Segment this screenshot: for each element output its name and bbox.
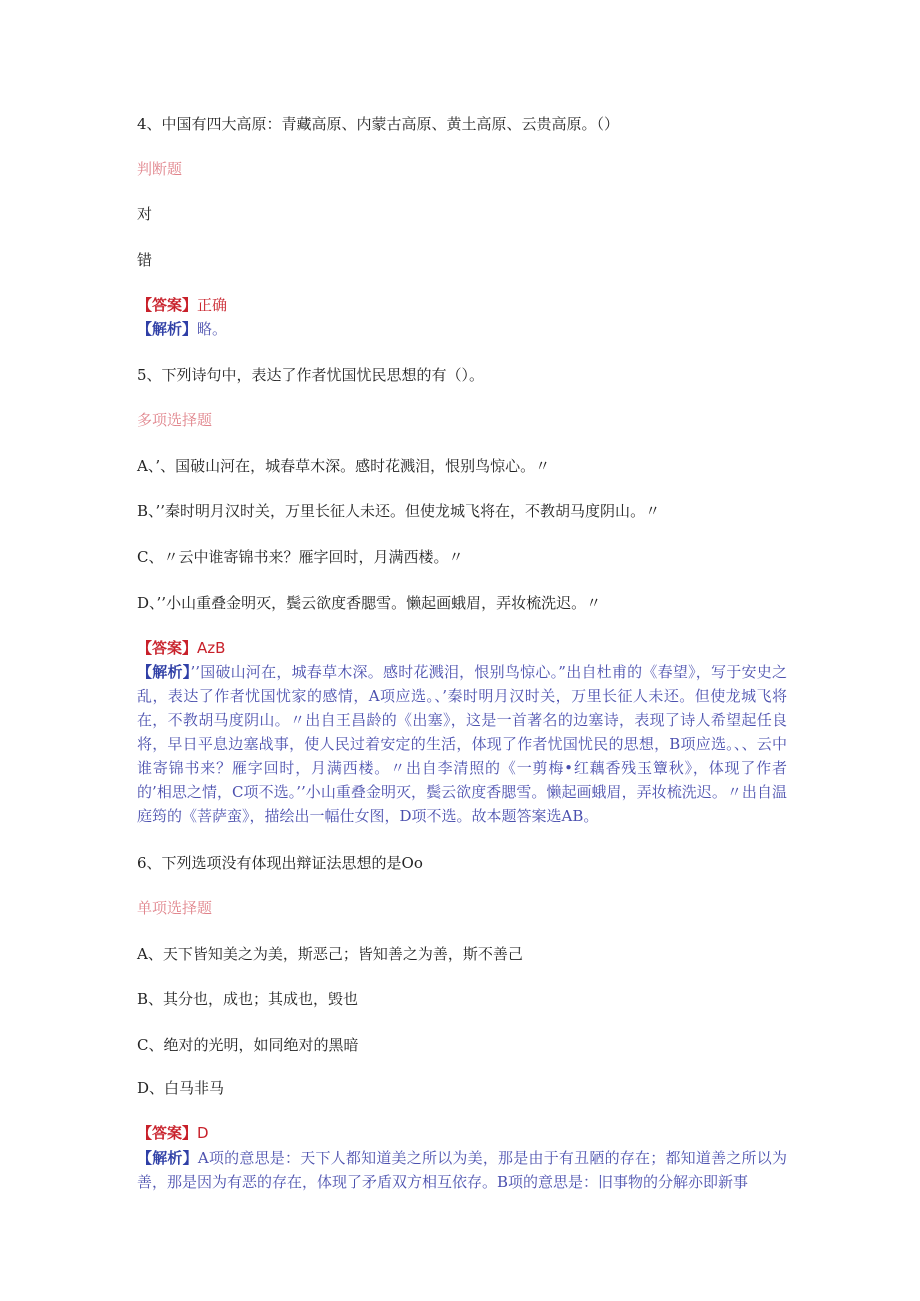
question-6-option-c: C、绝对的光明，如同绝对的黑暗 — [137, 1036, 359, 1054]
question-4-answer — [137, 294, 227, 316]
question-6-stem: 6、下列选项没有体现出辩证法思想的是Oo — [137, 854, 423, 872]
question-5-option-d: D、’’小山重叠金明灭，鬓云欲度香腮雪。懒起画蛾眉，弄妆梳洗迟。〃 — [137, 594, 602, 612]
explanation-text: ’’国破山河在，城春草木深。感时花溅泪，恨别鸟惊心。”出自杜甫的《春望》，写于安史之乱，表达了作者忧国忧家的感情，A项应选。、’秦时明月汉时关，万里长征人未还。但使龙城飞将在，不教胡马度阴山。〃出自王昌龄的《出塞》，这是一首著名的边塞诗，表现了诗人希望起任良将，早日平息边塞战事，使人民过着安定的生活，体现了作者忧国忧民的思想，B项应选。、、云中谁寄锦书来？雁字回时，月满西楼。〃出自李清照的《一剪梅•红藕香残玉簟秋》，体现了作者的’相思之情，C项不选。’’小山重叠金明灭，鬓云欲度香腮雪。懒起画蛾眉，弄妆梳洗迟。〃出自温庭筠的《菩萨蛮》，描绘出一幅仕女图，D项不选。故本题答案选AB。 — [137, 663, 787, 825]
question-4-option-true: 对 — [137, 205, 153, 223]
question-4-option-false: 错 — [137, 251, 153, 269]
answer-label: 【答案】 — [137, 1124, 198, 1142]
question-5-type: 多项选择题 — [137, 411, 213, 429]
question-5-option-a: A、’、国破山河在，城春草木深。感时花溅泪，恨别鸟惊心。〃 — [137, 457, 551, 475]
explanation-label: 【解析】 — [137, 320, 198, 338]
answer-value: AzB — [197, 639, 226, 657]
question-6-type: 单项选择题 — [137, 899, 213, 917]
explanation-text: 略。 — [197, 320, 228, 338]
explanation-label: 【解析】 — [137, 663, 191, 681]
question-6-option-d: D、白马非马 — [137, 1079, 225, 1097]
question-5-explanation — [137, 660, 787, 828]
question-6-answer — [137, 1122, 209, 1144]
question-5-answer — [137, 637, 225, 659]
answer-label: 【答案】 — [137, 296, 198, 314]
answer-value: 正确 — [197, 296, 228, 314]
question-4-explanation — [137, 318, 227, 340]
question-5-stem: 5、下列诗句中，表达了作者忧国忧民思想的有（）。 — [137, 366, 485, 384]
question-4-stem: 4、中国有四大高原：青藏高原、内蒙古高原、黄土高原、云贵高原。（） — [137, 115, 620, 133]
question-6-option-a: A、天下皆知美之为美，斯恶己；皆知善之为善，斯不善己 — [137, 945, 523, 963]
question-6-option-b: B、其分也，成也；其成也，毁也 — [137, 990, 359, 1008]
question-6-explanation — [137, 1146, 787, 1194]
explanation-text: A项的意思是：天下人都知道美之所以为美，那是由于有丑陋的存在；都知道善之所以为善，那是因为有恶的存在，体现了矛盾双方相互依存。B项的意思是：旧事物的分解亦即新事 — [137, 1149, 787, 1191]
answer-label: 【答案】 — [137, 639, 198, 657]
explanation-label: 【解析】 — [137, 1149, 198, 1167]
question-5-option-b: B、’’秦时明月汉时关，万里长征人未还。但使龙城飞将在，不教胡马度阴山。〃 — [137, 502, 661, 520]
question-4-type: 判断题 — [137, 160, 183, 178]
answer-value: D — [197, 1124, 209, 1142]
question-5-option-c: C、〃云中谁寄锦书来？雁字回时，月满西楼。〃 — [137, 548, 464, 566]
